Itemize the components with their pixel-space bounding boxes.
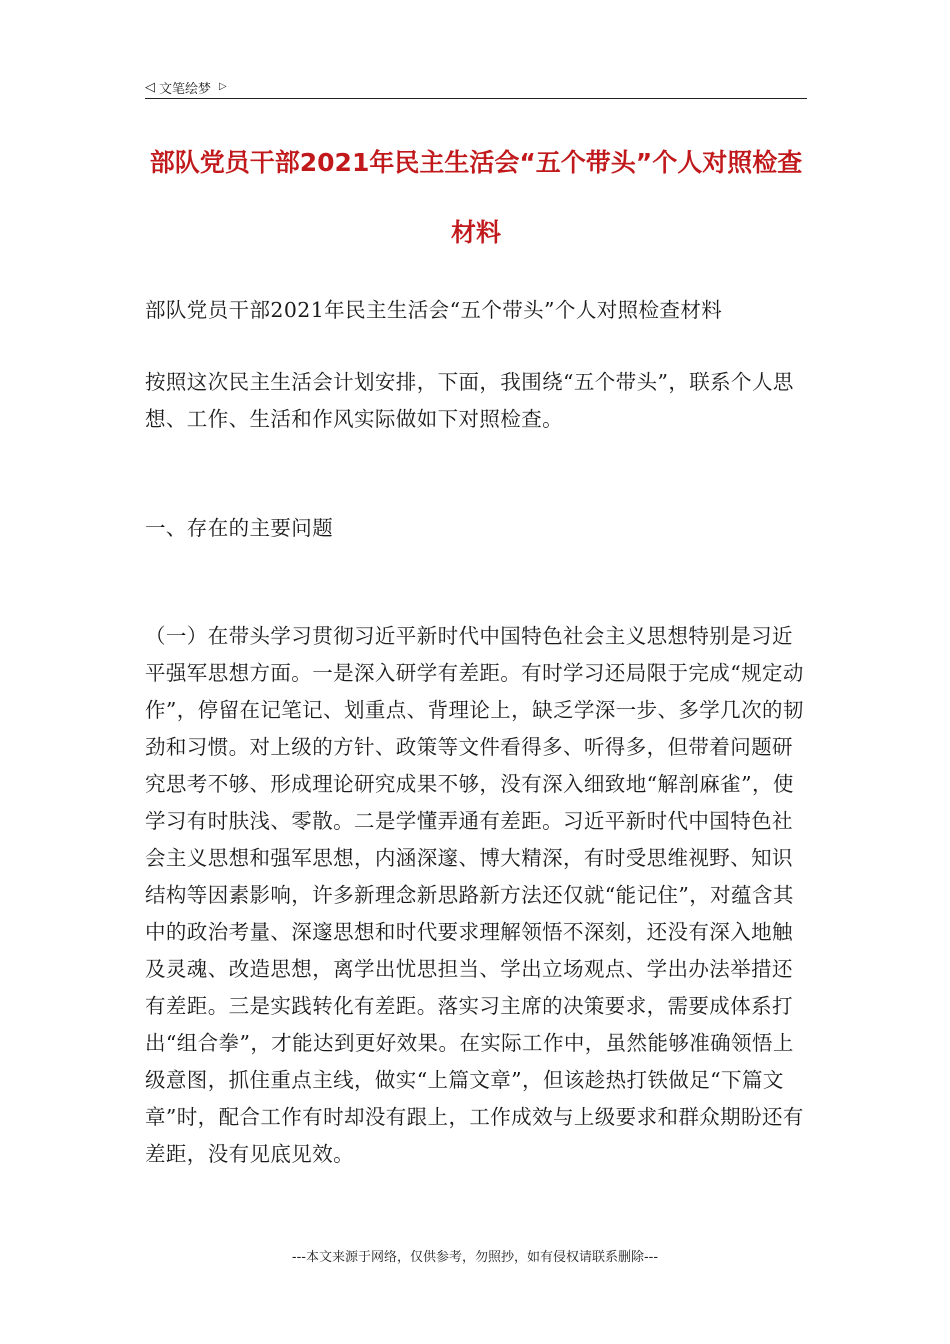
triangle-right-icon: ▷ <box>219 81 227 92</box>
header-brand: 文笔绘梦 <box>159 81 212 97</box>
intro-paragraph: 按照这次民主生活会计划安排，下面，我围绕“五个带头”，联系个人思想、工作、生活和作风实际做如下对照检查。 <box>145 370 794 431</box>
section-heading: 一、存在的主要问题 <box>145 516 334 540</box>
section-one-paragraph: （一）在带头学习贯彻习近平新时代中国特色社会主义思想特别是习近平强军思想方面。一是深入研学有差距。有时学习还局限于完成“规定动作”，停留在记笔记、划重点、背理论上，缺乏学深一步、多学几次的韧劲和习惯。对上级的方针、政策等文件看得多、听得多，但带着问题研究思考不够、形成理论研究成果不够，没有深入细致地“解剖麻雀”，使学习有时肤浅、零散。二是学懂弄通有差距。习近平新时代中国特色社会主义思想和强军思想，内涵深邃、博大精深，有时受思维视野、知识结构等因素影响，许多新理念新思路新方法还仅就“能记住”，对蕴含其中的政治考量、深邃思想和时代要求理解领悟不深刻，还没有深入地触及灵魂、改造思想，离学出忧思担当、学出立场观点、学出办法举措还有差距。三是实践转化有差距。落实习主席的决策要求，需要成体系打出“组合拳”，才能达到更好效果。在实际工作中，虽然能够准确领悟上级意图，抓住重点主线，做实“上篇文章”，但该趁热打铁做足“下篇文章”时，配合工作有时却没有跟上，工作成效与上级要求和群众期盼还有差距，没有见底见效。 <box>145 624 804 1166</box>
document-title: 部队党员干部2021年民主生活会“五个带头”个人对照检查材料 <box>149 148 803 247</box>
subtitle-paragraph: 部队党员干部2021年民主生活会“五个带头”个人对照检查材料 <box>145 298 723 322</box>
header-divider <box>145 98 807 99</box>
document-header <box>145 76 807 98</box>
footer-disclaimer: ---本文来源于网络，仅供参考，勿照抄，如有侵权请联系删除--- <box>291 1250 659 1265</box>
triangle-left-icon: ◁ <box>145 79 155 95</box>
